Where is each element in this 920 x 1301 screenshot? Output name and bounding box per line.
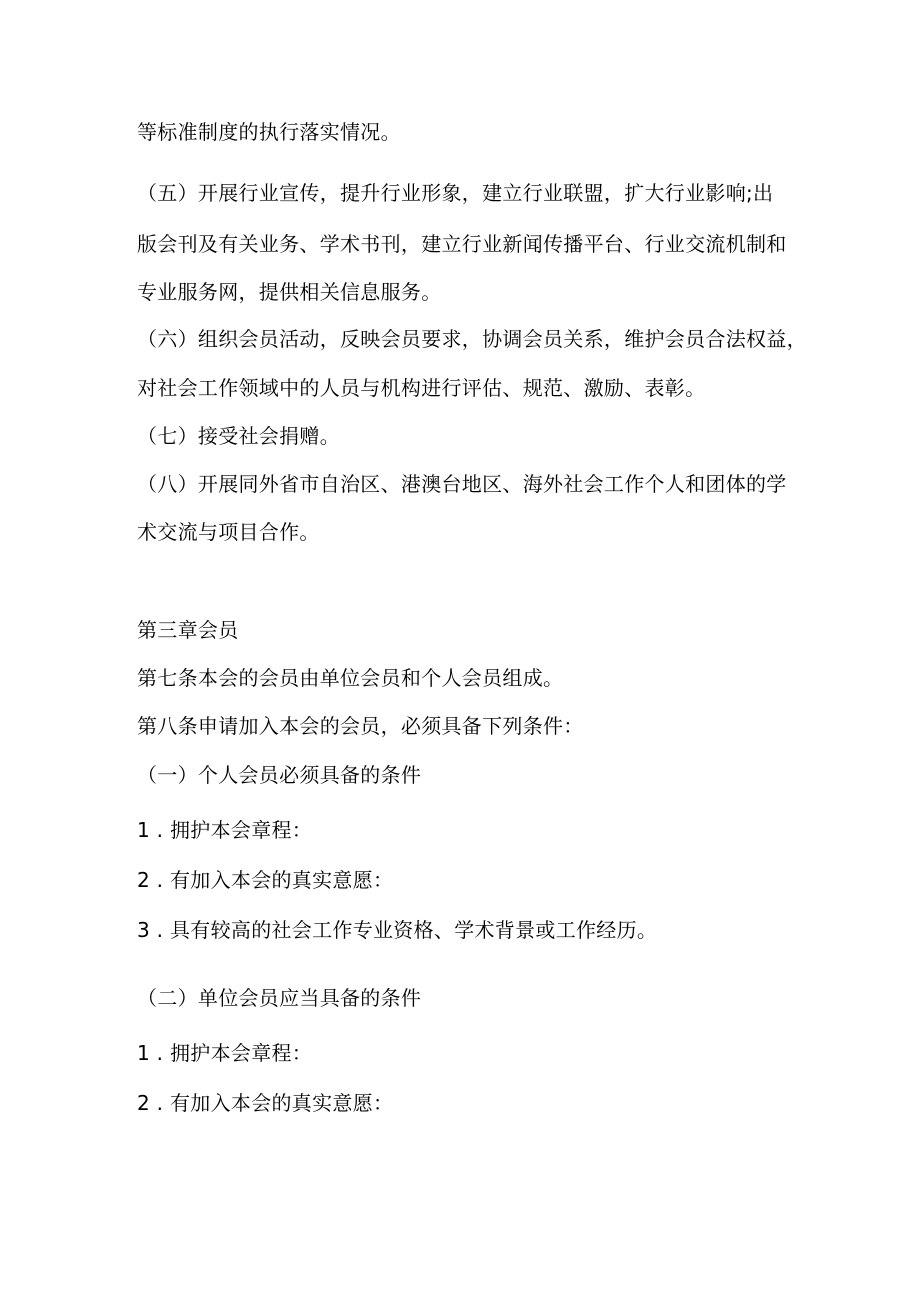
list-item: 3 . 具有较高的社会工作专业资格、学术背景或工作经历。 xyxy=(137,918,658,942)
paragraph-line: 术交流与项目合作。 xyxy=(137,520,320,544)
subsection-heading: （一）个人会员必须具备的条件 xyxy=(137,763,422,787)
list-item: 2 . 有加入本会的真实意愿： xyxy=(137,868,394,892)
list-item: 1 . 拥护本会章程： xyxy=(137,1041,313,1065)
subsection-heading: （二）单位会员应当具备的条件 xyxy=(137,986,422,1010)
paragraph-line: 对社会工作领域中的人员与机构进行评估、规范、激励、表彰。 xyxy=(137,376,706,400)
chapter-heading: 第三章会员 xyxy=(137,618,239,642)
list-item: 1 . 拥护本会章程： xyxy=(137,818,313,842)
paragraph-line: 等标准制度的执行落实情况。 xyxy=(137,120,401,144)
paragraph-line: 版会刊及有关业务、学术书刊，建立行业新闻传播平台、行业交流机制和 xyxy=(137,232,787,256)
article-line: 第八条申请加入本会的会员，必须具备下列条件： xyxy=(137,714,584,738)
paragraph-line: （八）开展同外省市自治区、港澳台地区、海外社会工作个人和团体的学 xyxy=(137,472,787,496)
list-item: 2 . 有加入本会的真实意愿： xyxy=(137,1091,394,1115)
article-line: 第七条本会的会员由单位会员和个人会员组成。 xyxy=(137,666,564,690)
paragraph-line: （六）组织会员活动，反映会员要求，协调会员关系，维护会员合法权益， xyxy=(137,327,807,351)
paragraph-line: 专业服务网，提供相关信息服务。 xyxy=(137,280,442,304)
paragraph-line: （五）开展行业宣传，提升行业形象，建立行业联盟，扩大行业影响;出 xyxy=(137,181,774,205)
paragraph-line: （七）接受社会捐赠。 xyxy=(137,424,340,448)
